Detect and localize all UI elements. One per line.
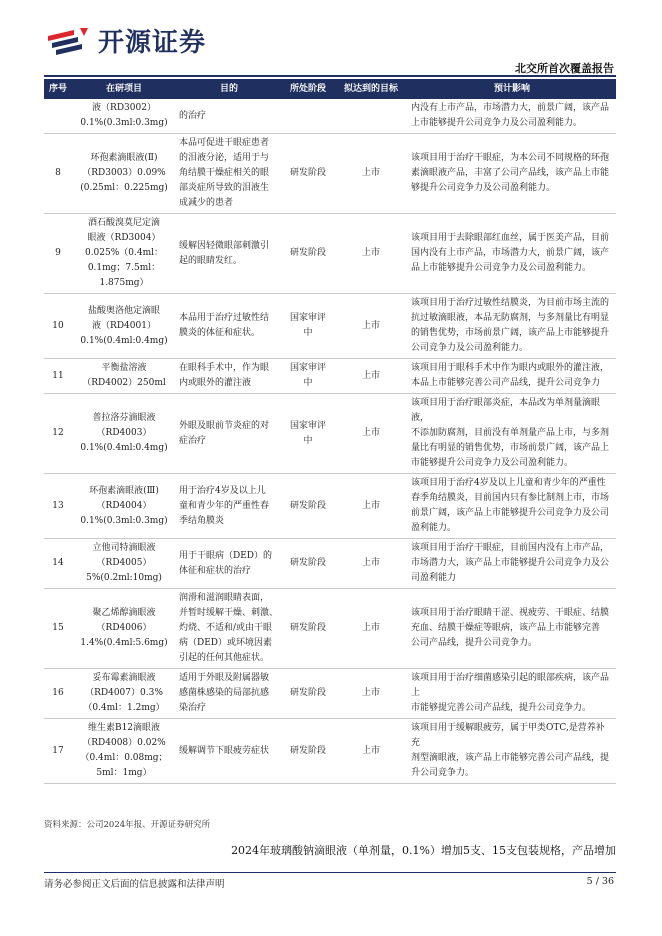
cell-goal: 上市 xyxy=(334,359,408,394)
cell-impact: 该项目用于治疗眼睛干涩、视疲劳、干眼症、结膜 充血、结膜干燥症等眼病，该产品上市能够完善 公司产品线，提升公司竞争力。 xyxy=(408,589,616,669)
table-row xyxy=(44,359,616,394)
header-divider xyxy=(44,75,616,77)
table-row xyxy=(44,539,616,589)
column-header: 在研项目 xyxy=(72,79,176,99)
cell-index: 17 xyxy=(44,719,72,784)
brand-logo xyxy=(44,22,206,59)
cell-index: 16 xyxy=(44,669,72,719)
cell-goal xyxy=(334,99,408,134)
cell-index: 10 xyxy=(44,294,72,359)
column-header: 拟达到的目标 xyxy=(334,79,408,99)
cell-project: 立他司特滴眼液 （RD4005） 5%(0.2ml:10mg) xyxy=(72,539,176,589)
cell-stage: 研发阶段 xyxy=(282,539,334,589)
cell-goal: 上市 xyxy=(334,669,408,719)
cell-stage: 研发阶段 xyxy=(282,474,334,539)
brand-logo-mark xyxy=(44,26,96,56)
table-row xyxy=(44,214,616,294)
cell-goal: 上市 xyxy=(334,394,408,474)
body-paragraph: 2024年玻璃酸钠滴眼液（单剂量，0.1%）增加5支、15支包装规格，产品增加 xyxy=(231,844,616,857)
cell-index: 9 xyxy=(44,214,72,294)
cell-impact: 该项目用于治疗过敏性结膜炎，为目前市场主流的 抗过敏滴眼液，本品无防腐剂，与多剂量比有明显 的销售优势，市场前景广阔，该产品上市能够提升 公司竞争力及公司盈利能力。 xyxy=(408,294,616,359)
cell-stage: 国家审评 中 xyxy=(282,394,334,474)
cell-impact: 该项目用于治疗干眼症，目前国内没有上市产品， 市场潜力大，该产品上市能够提升公司竞争力及公 司盈利能力 xyxy=(408,539,616,589)
column-header: 所处阶段 xyxy=(282,79,334,99)
table-row xyxy=(44,589,616,669)
table-row xyxy=(44,99,616,134)
cell-stage xyxy=(282,99,334,134)
cell-stage: 研发阶段 xyxy=(282,214,334,294)
cell-goal: 上市 xyxy=(334,474,408,539)
column-header: 序号 xyxy=(44,79,72,99)
table-row xyxy=(44,394,616,474)
brand-name: 开源证券 xyxy=(98,28,207,58)
cell-index: 14 xyxy=(44,539,72,589)
cell-impact: 该项目用于治疗眼部炎症，本品改为单剂量滴眼液， 不添加防腐剂，目前没有单剂量产品上市，与多剂 量比有明显的销售优势，市场前景广阔，该产品上 市能够提升公司竞争力及公司盈利能力。 xyxy=(408,394,616,474)
cell-purpose: 的治疗 xyxy=(176,99,282,134)
cell-purpose: 适用于外眼及附属器敏 感菌株感染的局部抗感 染治疗 xyxy=(176,669,282,719)
cell-project: 液（RD3002） 0.1%(0.3ml:0.3mg) xyxy=(72,99,176,134)
cell-stage: 国家审评 中 xyxy=(282,294,334,359)
cell-index: 11 xyxy=(44,359,72,394)
report-type: 北交所首次覆盖报告 xyxy=(515,62,614,75)
cell-goal: 上市 xyxy=(334,589,408,669)
cell-index: 15 xyxy=(44,589,72,669)
cell-purpose: 用于治疗4岁及以上儿 童和青少年的严重性春 季结角膜炎 xyxy=(176,474,282,539)
cell-purpose: 本品用于治疗过敏性结 膜炎的体征和症状。 xyxy=(176,294,282,359)
cell-project: 平衡盐溶液 （RD4002）250ml xyxy=(72,359,176,394)
cell-purpose: 缓解调节下眼疲劳症状 xyxy=(176,719,282,784)
cell-goal: 上市 xyxy=(334,294,408,359)
cell-project: 环孢素滴眼液(Ⅱ) （RD3003）0.09% (0.25ml：0.225mg) xyxy=(72,134,176,214)
cell-project: 聚乙烯醇滴眼液 （RD4006） 1.4%(0.4ml:5.6mg) xyxy=(72,589,176,669)
cell-goal: 上市 xyxy=(334,214,408,294)
cell-project: 妥布霉素滴眼液 （RD4007）0.3% （0.4ml：1.2mg） xyxy=(72,669,176,719)
cell-project: 盐酸奥洛他定滴眼 液（RD4001） 0.1%(0.4ml:0.4mg) xyxy=(72,294,176,359)
footer-divider xyxy=(44,872,616,873)
table-body xyxy=(44,99,616,784)
cell-impact: 该项目用于缓解眼疲劳，属于甲类OTC,是营养补充 剂型滴眼液，该产品上市能够完善公司产品线，提 升公司竞争力。 xyxy=(408,719,616,784)
table-row xyxy=(44,719,616,784)
cell-purpose: 缓解因轻微眼部刺激引 起的眼睛发红。 xyxy=(176,214,282,294)
cell-stage: 研发阶段 xyxy=(282,719,334,784)
column-header: 目的 xyxy=(176,79,282,99)
cell-project: 普拉洛芬滴眼液 （RD4003） 0.1%(0.4ml:0.4mg) xyxy=(72,394,176,474)
cell-goal: 上市 xyxy=(334,539,408,589)
cell-stage: 研发阶段 xyxy=(282,589,334,669)
cell-stage: 研发阶段 xyxy=(282,134,334,214)
table-row xyxy=(44,134,616,214)
cell-index: 13 xyxy=(44,474,72,539)
cell-purpose: 用于干眼病（DED）的 体征和症状的治疗 xyxy=(176,539,282,589)
page-number: 5 / 36 xyxy=(586,876,614,887)
cell-project: 酒石酸溴莫尼定滴 眼液（RD3004） 0.025%（0.4ml： 0.1mg；7.5ml： 1.875mg） xyxy=(72,214,176,294)
cell-stage: 研发阶段 xyxy=(282,669,334,719)
source-note: 资料来源：公司2024年报、开源证券研究所 xyxy=(44,820,211,830)
cell-impact: 内没有上市产品，市场潜力大，前景广阔，该产品 上市能够提升公司竞争力及公司盈利能力。 xyxy=(408,99,616,134)
cell-project: 维生素B12滴眼液 （RD4008）0.02% （0.4ml：0.08mg； 5ml：1mg） xyxy=(72,719,176,784)
table-header-row xyxy=(44,79,616,99)
cell-goal: 上市 xyxy=(334,719,408,784)
cell-index: 12 xyxy=(44,394,72,474)
cell-purpose: 润滑和滋润眼睛表面， 并暂时缓解干燥、刺激、 灼烧、不适和/或由干眼 病（DED）或环境因素 引起的任何其他症状。 xyxy=(176,589,282,669)
cell-purpose: 外眼及眼前节炎症的对 症治疗 xyxy=(176,394,282,474)
cell-purpose: 本品可促进干眼症患者 的泪液分泌，适用于与 角结膜干燥症相关的眼 部炎症所导致的泪液生 成减少的患者 xyxy=(176,134,282,214)
table-row xyxy=(44,669,616,719)
cell-stage: 国家审评 中 xyxy=(282,359,334,394)
cell-impact: 该项目用于去除眼部红血丝，属于医美产品，目前 国内没有上市产品，市场潜力大，前景广阔，该产 品上市能够提升公司竞争力及公司盈利能力。 xyxy=(408,214,616,294)
cell-goal: 上市 xyxy=(334,134,408,214)
table-row xyxy=(44,474,616,539)
cell-project: 环孢素滴眼液(Ⅲ) （RD4004） 0.1%(0.3ml:0.3mg) xyxy=(72,474,176,539)
rd-projects-table xyxy=(44,79,616,784)
column-header: 预计影响 xyxy=(408,79,616,99)
cell-impact: 该项目用于眼科手术中作为眼内或眼外的灌注液， 本品上市能够完善公司产品线，提升公司竞争力 xyxy=(408,359,616,394)
footer-disclaimer: 请务必参阅正文后面的信息披露和法律声明 xyxy=(44,879,225,890)
table-row xyxy=(44,294,616,359)
cell-index: 8 xyxy=(44,134,72,214)
cell-impact: 该项目用于治疗细菌感染引起的眼部疾病，该产品上 市能够提完善公司产品线，提升公司竞争力。 xyxy=(408,669,616,719)
cell-purpose: 在眼科手术中，作为眼 内或眼外的灌注液 xyxy=(176,359,282,394)
cell-impact: 该项目用于治疗4岁及以上儿童和青少年的严重性 春季角结膜炎，目前国内只有参比制剂上市，市场 前景广阔，该产品上市能够提升公司竞争力及公司 盈利能力。 xyxy=(408,474,616,539)
cell-impact: 该项目用于治疗干眼症，为本公司不同规格的环孢 素滴眼液产品，丰富了公司产品线，该产品上市能 够提升公司竞争力及公司盈利能力。 xyxy=(408,134,616,214)
cell-index xyxy=(44,99,72,134)
